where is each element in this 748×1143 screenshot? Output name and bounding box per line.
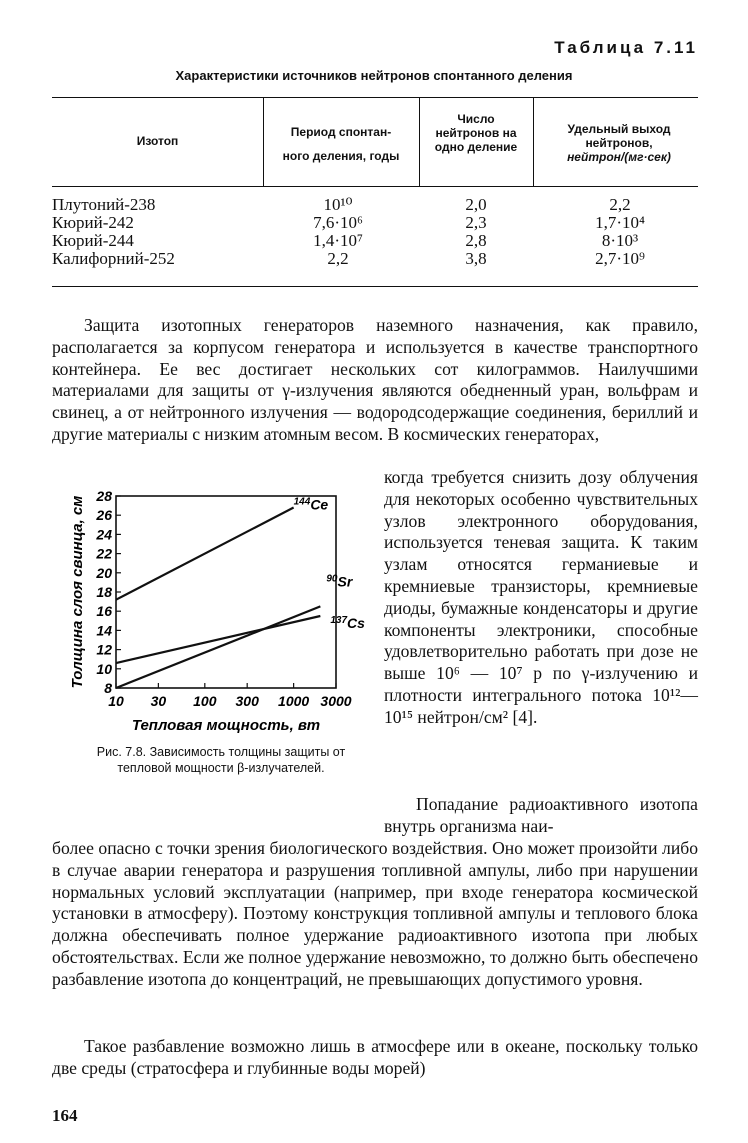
- x-tick-label: 3000: [320, 693, 352, 709]
- table-col-divider: [533, 98, 534, 186]
- y-tick-label: 22: [96, 545, 112, 562]
- cell-isotope: Калифорний-252: [52, 249, 175, 268]
- paragraph-text: Защита изотопных генераторов наземного назначения, как правило, располагается за корпусом генератора и используется в качестве транспортного контейнера. Ее вес достигает нескольких сот килограммов. Наилучшими материалами для защиты от γ-излучения являются обедненный уран, вольфрам и свинец, а от нейтронного излучения — водородсодержащие соединения, бериллий и другие материалы с низким атомным весом. В космических генераторах,: [52, 315, 698, 444]
- header-isotope: Изотоп: [136, 134, 179, 148]
- y-tick-label: 12: [96, 641, 112, 658]
- figure-caption: Рис. 7.8. Зависимость толщины защиты от тепловой мощности β-излучателей.: [96, 745, 346, 775]
- x-tick-label: 30: [150, 693, 167, 709]
- paragraph-ingestion-start: [384, 794, 698, 838]
- x-tick-label: 1000: [278, 693, 310, 709]
- cell-period: 1,4·10⁷: [313, 231, 363, 250]
- table-col-period: [288, 196, 388, 268]
- paragraph-shielding: [52, 315, 698, 446]
- y-tick-label: 20: [96, 564, 112, 581]
- table-title: Характеристики источников нейтронов спонтанного деления: [175, 68, 573, 83]
- cell-yield: 8·10³: [601, 231, 639, 250]
- y-tick-label: 14: [96, 622, 112, 639]
- cell-yield: 2,7·10⁹: [595, 249, 645, 268]
- cell-isotope: Кюрий-242: [52, 213, 134, 232]
- y-tick-label: 26: [96, 507, 112, 524]
- x-tick-label: 100: [193, 693, 217, 709]
- table-top-rule: [52, 97, 698, 98]
- table-col-divider: [419, 98, 420, 186]
- header-period: Период спонтан-ного деления, годы: [282, 125, 400, 163]
- cell-neutrons: 2,0: [465, 195, 487, 214]
- cell-period: 10¹⁰: [323, 195, 353, 214]
- y-tick-label: 24: [96, 526, 112, 543]
- paragraph-text: Такое разбавление возможно лишь в атмосфере или в океане, поскольку только две среды (стратосфера и глубинные воды морей): [52, 1036, 698, 1078]
- cell-period: 7,6·10⁶: [313, 213, 363, 232]
- header-yield: [540, 122, 698, 164]
- paragraph-text: когда требуется снизить дозу облучения для некоторых особенно чувствительных узлов электронного оборудования, используется теневая защита. К таким узлам относятся германиевые и кремниевые транзисторы, кремниевые диоды, бумажные конденсаторы и другие компоненты электроники, способные удовлетворительно работать при дозе не выше 10⁶ — 10⁷ р по γ-излучению и плотности интегрального потока 10¹²—10¹⁵ нейтрон/см² [4].: [384, 467, 698, 727]
- cell-neutrons: 2,8: [465, 231, 487, 250]
- figure-chart: [52, 484, 374, 740]
- series-label-90Sr: $^{90}$Sr: [326, 573, 353, 590]
- cell-isotope: Кюрий-244: [52, 231, 134, 250]
- series-line-137Cs: [116, 616, 320, 663]
- table-col-neutrons: [430, 196, 522, 268]
- series-line-90Sr: [116, 606, 320, 688]
- table-col-yield: [560, 196, 680, 268]
- cell-isotope: Плутоний-238: [52, 195, 156, 214]
- paragraph-wrap: [384, 467, 698, 729]
- table-row: [52, 196, 175, 268]
- table-header-rule: [52, 186, 698, 187]
- header-neutrons: Число нейтронов на одно деление: [434, 112, 518, 154]
- paragraph-ingestion: [52, 838, 698, 991]
- x-tick-label: 300: [235, 693, 259, 709]
- y-tick-label: 18: [96, 584, 112, 600]
- page-number: 164: [52, 1106, 78, 1125]
- series-label-144Ce: $^{144}$Ce: [293, 496, 329, 513]
- header-yield-label: Удельный выход нейтронов,: [567, 122, 671, 150]
- table-number: Таблица 7.11: [554, 38, 698, 57]
- cell-neutrons: 2,3: [465, 213, 487, 232]
- series-line-144Ce: [116, 508, 294, 600]
- table-col-divider: [263, 98, 264, 186]
- y-tick-label: 8: [104, 680, 112, 696]
- plot-frame: [116, 496, 336, 688]
- y-tick-label: 10: [96, 660, 112, 677]
- y-axis-label: Толщина слоя свинца, см: [69, 495, 86, 689]
- paragraph-dilution: [52, 1036, 698, 1080]
- cell-yield: 1,7·10⁴: [595, 213, 645, 232]
- cell-yield: 2,2: [609, 195, 631, 214]
- x-tick-label: 10: [108, 693, 124, 709]
- y-tick-label: 16: [96, 603, 112, 620]
- paragraph-text: более опасно с точки зрения биологического воздействия. Оно может произойти либо в случае аварии генератора и разрушения топливной ампулы, либо при нарушении нормальных условий эксплуатации (например, при входе генератора космической установки в атмосферу). Поэтому конструкция топливной ампулы и теплового блока должна обеспечивать полное удержание радиоактивного изотопа при любых обстоятельствах. Если же полное удержание невозможно, то должно быть обеспечено разбавление изотопа до концентраций, не превышающих допустимого уровня.: [52, 838, 698, 989]
- y-tick-label: 28: [96, 488, 112, 504]
- cell-neutrons: 3,8: [465, 249, 487, 268]
- cell-period: 2,2: [327, 249, 349, 268]
- table-bottom-rule: [52, 286, 698, 287]
- series-label-137Cs: $^{137}$Cs: [330, 615, 365, 631]
- header-yield-unit: нейтрон/(мг·сек): [567, 150, 671, 164]
- x-axis-label: Тепловая мощность, вт: [131, 717, 321, 734]
- paragraph-text: Попадание радиоактивного изотопа внутрь организма наи-: [384, 794, 698, 836]
